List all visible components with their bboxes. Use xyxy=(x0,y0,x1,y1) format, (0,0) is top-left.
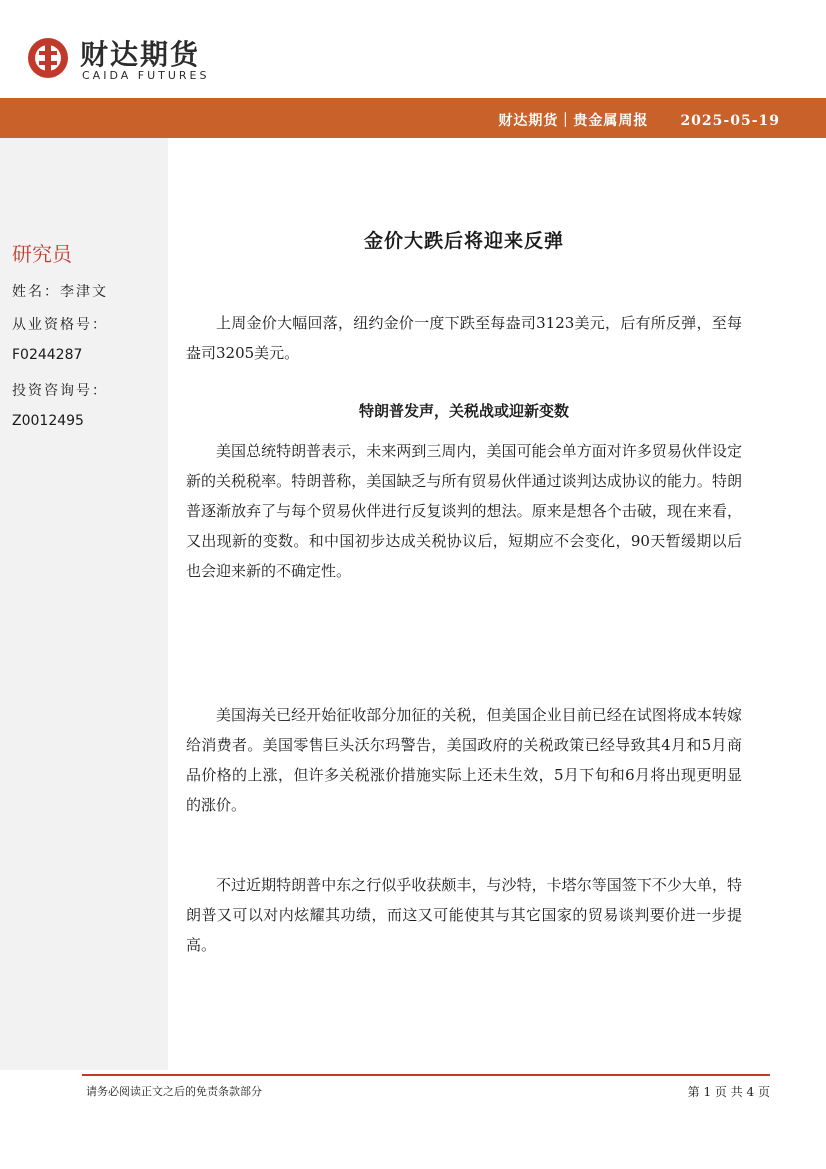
section-subheading: 特朗普发声，关税战或迎新变数 xyxy=(358,402,569,420)
page-number: 第 1 页 共 4 页 xyxy=(687,1085,770,1099)
qualification-number: F0244287 xyxy=(12,347,83,363)
page-header xyxy=(0,0,826,98)
paragraph-3: 不过近期特朗普中东之行似乎收获颇丰，与沙特，卡塔尔等国签下不少大单，特朗普又可以对内炫耀其功绩，而这又可能使其与其它国家的贸易谈判要价进一步提高。 xyxy=(186,876,742,954)
footer-disclaimer: 请务必阅读正文之后的免责条款部分 xyxy=(86,1085,262,1098)
paragraph-2: 美国海关已经开始征收部分加征的关税，但美国企业目前已经在试图将成本转嫁给消费者。美国零售巨头沃尔玛警告，美国政府的关税政策已经导致其4月和5月商品价格的上涨，但许多关税涨价措施实际上还未生效，5月下旬和6月将出现更明显的涨价。 xyxy=(186,706,742,814)
article-title: 金价大跌后将迎来反弹 xyxy=(363,230,564,252)
researcher-name: 姓名：李津文 xyxy=(12,284,108,300)
paragraph-1: 美国总统特朗普表示，未来两到三周内，美国可能会单方面对许多贸易伙伴设定新的关税税率。特朗普称，美国缺乏与所有贸易伙伴通过谈判达成协议的能力。特朗普逐渐放弃了与每个贸易伙伴进行反复谈判的想法。原来是想各个击破，现在来看，又出现新的变数。和中国初步达成关税协议后，短期应不会变化，90天暂缓期以后也会迎来新的不确定性。 xyxy=(186,442,742,580)
header-banner xyxy=(0,98,826,138)
footer-divider xyxy=(82,1074,770,1076)
banner-date: 2025-05-19 xyxy=(680,113,780,129)
qualification-label: 从业资格号： xyxy=(12,317,108,333)
banner-title: 财达期货｜贵金属周报 xyxy=(498,113,649,129)
logo-cn: 财达期货 xyxy=(80,38,201,71)
sidebar-title: 研究员 xyxy=(12,242,72,266)
intro-paragraph: 上周金价大幅回落，纽约金价一度下跌至每盎司3123美元，后有所反弹，至每盎司3205美元。 xyxy=(186,314,742,362)
consulting-label: 投资咨询号： xyxy=(12,383,108,399)
caida-logo-icon xyxy=(26,36,70,80)
consulting-number: Z0012495 xyxy=(12,413,84,429)
banner-text xyxy=(498,110,780,130)
researcher-sidebar xyxy=(0,138,168,1070)
logo-en: CAIDA FUTURES xyxy=(82,69,210,82)
